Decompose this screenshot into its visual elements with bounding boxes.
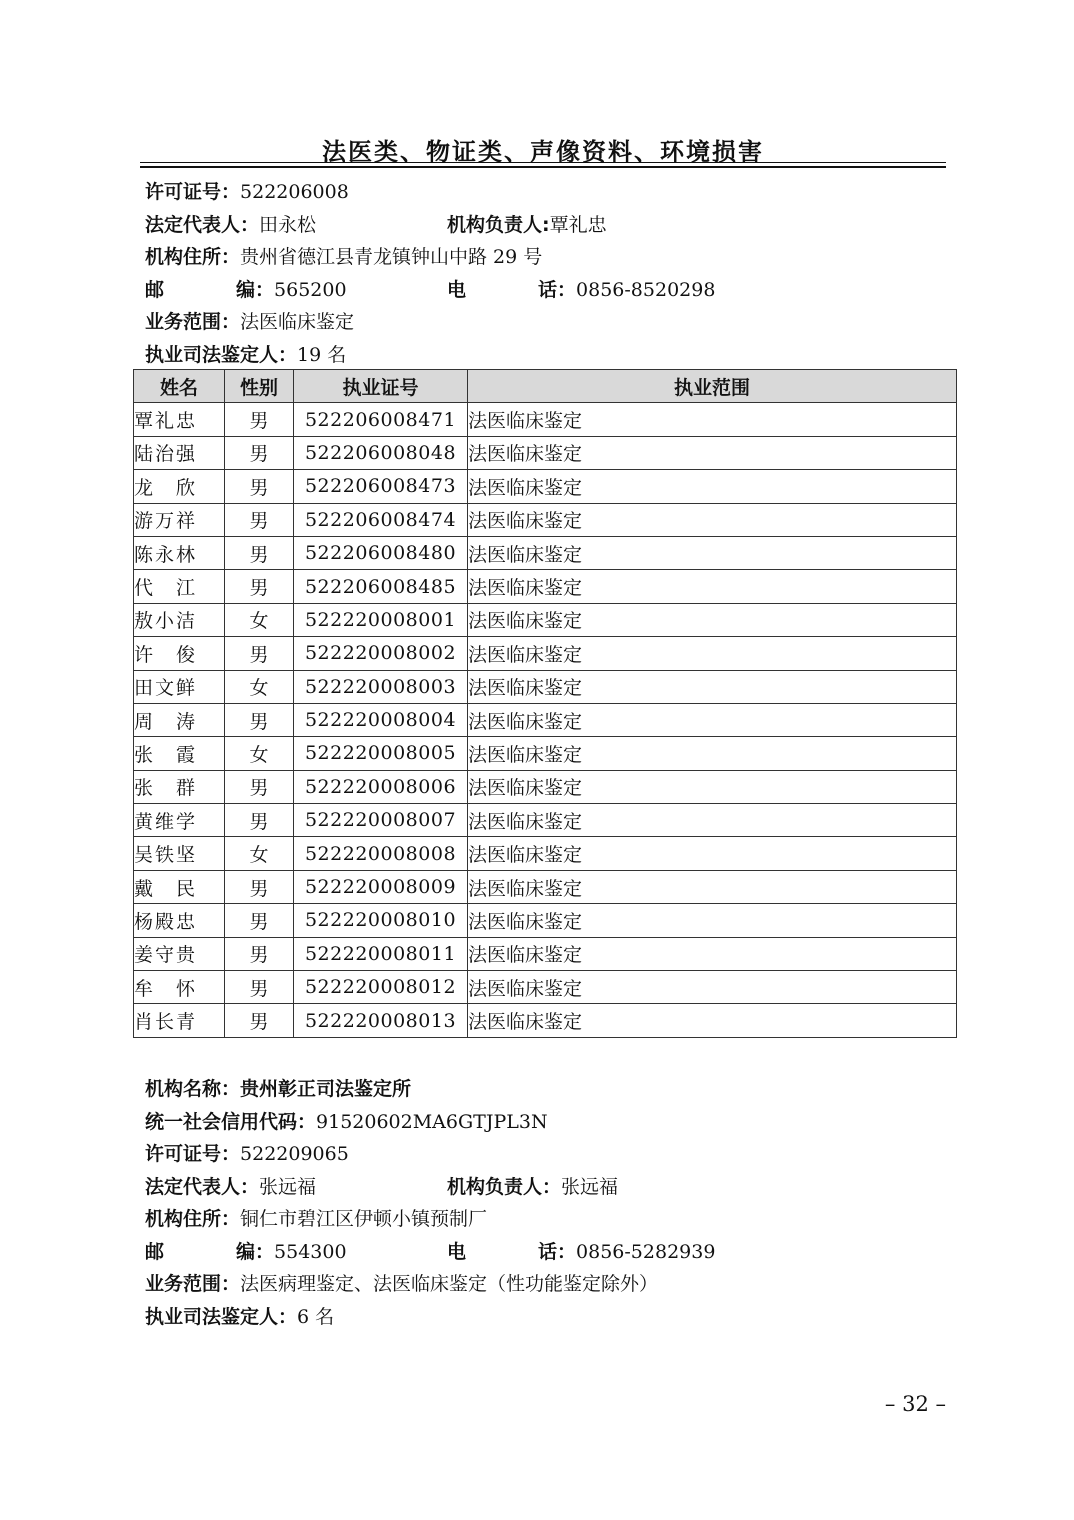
- cell-sex: 女: [225, 670, 294, 703]
- table-row: [134, 570, 957, 603]
- header-sex: 性别: [225, 370, 294, 403]
- header-scope: 执业范围: [468, 370, 957, 403]
- cell-name: 代 江: [134, 570, 225, 603]
- org1-head-label: 机构负责人:: [447, 213, 550, 236]
- cell-sex: 女: [225, 837, 294, 870]
- appraiser-table: [133, 369, 957, 1038]
- cell-cert-number: 522220008002: [294, 637, 468, 670]
- org2-count-value: 6 名: [297, 1305, 335, 1328]
- cell-cert-number: 522220008005: [294, 737, 468, 770]
- org1-postcode-label-a: 邮: [145, 278, 165, 301]
- org2-count-line: [145, 1301, 658, 1334]
- cell-cert-number: 522220008001: [294, 603, 468, 636]
- cell-scope: 法医临床鉴定: [468, 637, 957, 670]
- header-cert: 执业证号: [294, 370, 468, 403]
- cell-cert-number: 522220008012: [294, 971, 468, 1004]
- cell-sex: 男: [225, 804, 294, 837]
- org2-rep-line: [145, 1171, 658, 1204]
- org2-rep-value: 张远福: [259, 1175, 317, 1198]
- cell-scope: 法医临床鉴定: [468, 703, 957, 736]
- org2-phone-value: 0856-5282939: [576, 1240, 716, 1263]
- cell-cert-number: 522206008471: [294, 403, 468, 436]
- org2-head-value: 张远福: [561, 1175, 619, 1198]
- table-row: [134, 737, 957, 770]
- org2-postcode-line: [145, 1236, 716, 1269]
- cell-scope: 法医临床鉴定: [468, 837, 957, 870]
- org1-postcode-line: [145, 274, 716, 307]
- org1-license-value: 522206008: [240, 181, 349, 203]
- cell-name: 肖长青: [134, 1004, 225, 1037]
- org2-license-value: 522209065: [240, 1143, 349, 1165]
- org1-head-value: 覃礼忠: [549, 213, 607, 236]
- cell-cert-number: 522220008008: [294, 837, 468, 870]
- cell-cert-number: 522220008004: [294, 703, 468, 736]
- org2-license-label: 许可证号：: [145, 1143, 241, 1165]
- org2-credit-value: 91520602MA6GTJPL3N: [316, 1110, 548, 1133]
- org1-license-line: [145, 176, 542, 209]
- cell-sex: 男: [225, 904, 294, 937]
- org2-scope-line: [145, 1268, 658, 1301]
- cell-name: 张 群: [134, 770, 225, 803]
- cell-name: 田文鲜: [134, 670, 225, 703]
- table-body: [134, 403, 957, 1037]
- org2-head-label: 机构负责人：: [447, 1175, 562, 1198]
- cell-cert-number: 522206008480: [294, 536, 468, 569]
- cell-scope: 法医临床鉴定: [468, 403, 957, 436]
- org2-rep-label: 法定代表人：: [145, 1175, 260, 1198]
- org2-address-label: 机构住所：: [145, 1208, 241, 1230]
- cell-cert-number: 522220008011: [294, 937, 468, 970]
- cell-sex: 男: [225, 937, 294, 970]
- org2-postcode-value: 554300: [274, 1240, 347, 1263]
- cell-cert-number: 522206008474: [294, 503, 468, 536]
- header-rule-thick: [140, 166, 946, 168]
- org1-scope-line: [145, 306, 542, 339]
- org1-count-line: [145, 339, 542, 372]
- table-row: [134, 470, 957, 503]
- cell-scope: 法医临床鉴定: [468, 570, 957, 603]
- org2-credit-label: 统一社会信用代码：: [145, 1110, 317, 1133]
- cell-name: 龙 欣: [134, 470, 225, 503]
- cell-sex: 男: [225, 436, 294, 469]
- org1-postcode-label-b: 编：: [236, 278, 275, 301]
- page-header: [140, 130, 946, 176]
- org2-credit-line: [145, 1106, 658, 1139]
- cell-name: 张 霞: [134, 737, 225, 770]
- table-row: [134, 837, 957, 870]
- org1-address-line: [145, 241, 542, 274]
- org1-info-block: [145, 176, 716, 371]
- table-row: [134, 870, 957, 903]
- org1-rep-label: 法定代表人：: [145, 213, 260, 236]
- org2-license-line: [145, 1138, 658, 1171]
- header-name: 姓名: [134, 370, 225, 403]
- org2-scope-label: 业务范围：: [145, 1273, 241, 1295]
- cell-cert-number: 522220008013: [294, 1004, 468, 1037]
- cell-name: 黄维学: [134, 804, 225, 837]
- cell-sex: 男: [225, 503, 294, 536]
- org1-scope-value: 法医临床鉴定: [240, 311, 355, 333]
- org1-phone-label-a: 电: [447, 278, 467, 301]
- cell-sex: 男: [225, 536, 294, 569]
- org1-phone-field: [447, 274, 715, 307]
- cell-scope: 法医临床鉴定: [468, 536, 957, 569]
- cell-scope: 法医临床鉴定: [468, 937, 957, 970]
- cell-name: 游万祥: [134, 503, 225, 536]
- org2-name-value: 贵州彰正司法鉴定所: [240, 1078, 412, 1100]
- cell-sex: 男: [225, 1004, 294, 1037]
- cell-cert-number: 522220008009: [294, 870, 468, 903]
- table-row: [134, 503, 957, 536]
- cell-name: 许 俊: [134, 637, 225, 670]
- cell-name: 敖小洁: [134, 603, 225, 636]
- table-header-row: [134, 370, 957, 403]
- table-row: [134, 703, 957, 736]
- section-title: 法医类、物证类、声像资料、环境损害: [322, 137, 764, 166]
- org2-address-value: 铜仁市碧江区伊顿小镇预制厂: [240, 1208, 488, 1230]
- table-row: [134, 937, 957, 970]
- cell-scope: 法医临床鉴定: [468, 904, 957, 937]
- org1-count-value: 19 名: [297, 343, 347, 366]
- cell-scope: 法医临床鉴定: [468, 470, 957, 503]
- table-row: [134, 403, 957, 436]
- cell-sex: 男: [225, 703, 294, 736]
- table-row: [134, 603, 957, 636]
- cell-cert-number: 522220008010: [294, 904, 468, 937]
- table-row: [134, 971, 957, 1004]
- cell-cert-number: 522220008007: [294, 804, 468, 837]
- page-number: – 32 –: [884, 1392, 946, 1416]
- org1-phone-label-b: 话：: [538, 278, 577, 301]
- table-row: [134, 1004, 957, 1037]
- table-row: [134, 536, 957, 569]
- cell-scope: 法医临床鉴定: [468, 971, 957, 1004]
- org1-rep-line: [145, 209, 607, 242]
- org1-head-field: [447, 209, 607, 242]
- cell-name: 戴 民: [134, 870, 225, 903]
- cell-sex: 男: [225, 403, 294, 436]
- cell-scope: 法医临床鉴定: [468, 436, 957, 469]
- cell-scope: 法医临床鉴定: [468, 1004, 957, 1037]
- cell-name: 周 涛: [134, 703, 225, 736]
- org1-rep-value: 田永松: [259, 213, 317, 236]
- cell-sex: 女: [225, 603, 294, 636]
- cell-scope: 法医临床鉴定: [468, 603, 957, 636]
- org2-head-field: [447, 1171, 618, 1204]
- org2-postcode-label-a: 邮: [145, 1240, 165, 1263]
- cell-scope: 法医临床鉴定: [468, 503, 957, 536]
- cell-cert-number: 522220008003: [294, 670, 468, 703]
- table-row: [134, 804, 957, 837]
- org2-phone-label-b: 话：: [538, 1240, 577, 1263]
- org2-address-line: [145, 1203, 658, 1236]
- org1-phone-value: 0856-8520298: [576, 278, 716, 301]
- cell-name: 陈永林: [134, 536, 225, 569]
- cell-scope: 法医临床鉴定: [468, 670, 957, 703]
- table-row: [134, 770, 957, 803]
- cell-sex: 男: [225, 770, 294, 803]
- cell-cert-number: 522206008048: [294, 436, 468, 469]
- cell-name: 覃礼忠: [134, 403, 225, 436]
- table-row: [134, 670, 957, 703]
- cell-cert-number: 522206008473: [294, 470, 468, 503]
- org1-scope-label: 业务范围：: [145, 311, 241, 333]
- org2-phone-label-a: 电: [447, 1240, 467, 1263]
- cell-name: 吴铁坚: [134, 837, 225, 870]
- cell-name: 杨殿忠: [134, 904, 225, 937]
- org2-scope-value: 法医病理鉴定、法医临床鉴定（性功能鉴定除外）: [240, 1273, 659, 1295]
- cell-name: 牟 怀: [134, 971, 225, 1004]
- cell-scope: 法医临床鉴定: [468, 804, 957, 837]
- org1-count-label: 执业司法鉴定人：: [145, 343, 298, 366]
- cell-scope: 法医临床鉴定: [468, 870, 957, 903]
- table-row: [134, 637, 957, 670]
- org1-license-label: 许可证号：: [145, 181, 241, 203]
- cell-sex: 男: [225, 637, 294, 670]
- table-row: [134, 436, 957, 469]
- cell-name: 陆治强: [134, 436, 225, 469]
- org2-name-line: [145, 1073, 658, 1106]
- org2-postcode-label-b: 编：: [236, 1240, 275, 1263]
- org2-name-label: 机构名称：: [145, 1078, 241, 1100]
- header-rule-thin: [140, 162, 946, 163]
- cell-cert-number: 522220008006: [294, 770, 468, 803]
- org2-info-block: [145, 1073, 716, 1333]
- cell-sex: 男: [225, 870, 294, 903]
- cell-scope: 法医临床鉴定: [468, 737, 957, 770]
- cell-sex: 男: [225, 570, 294, 603]
- org2-phone-field: [447, 1236, 715, 1269]
- cell-cert-number: 522206008485: [294, 570, 468, 603]
- cell-scope: 法医临床鉴定: [468, 770, 957, 803]
- table-row: [134, 904, 957, 937]
- org1-address-value: 贵州省德江县青龙镇钟山中路 29 号: [240, 246, 543, 268]
- cell-sex: 男: [225, 971, 294, 1004]
- org2-count-label: 执业司法鉴定人：: [145, 1305, 298, 1328]
- cell-sex: 女: [225, 737, 294, 770]
- org1-postcode-value: 565200: [274, 278, 347, 301]
- org1-address-label: 机构住所：: [145, 246, 241, 268]
- cell-name: 姜守贵: [134, 937, 225, 970]
- cell-sex: 男: [225, 470, 294, 503]
